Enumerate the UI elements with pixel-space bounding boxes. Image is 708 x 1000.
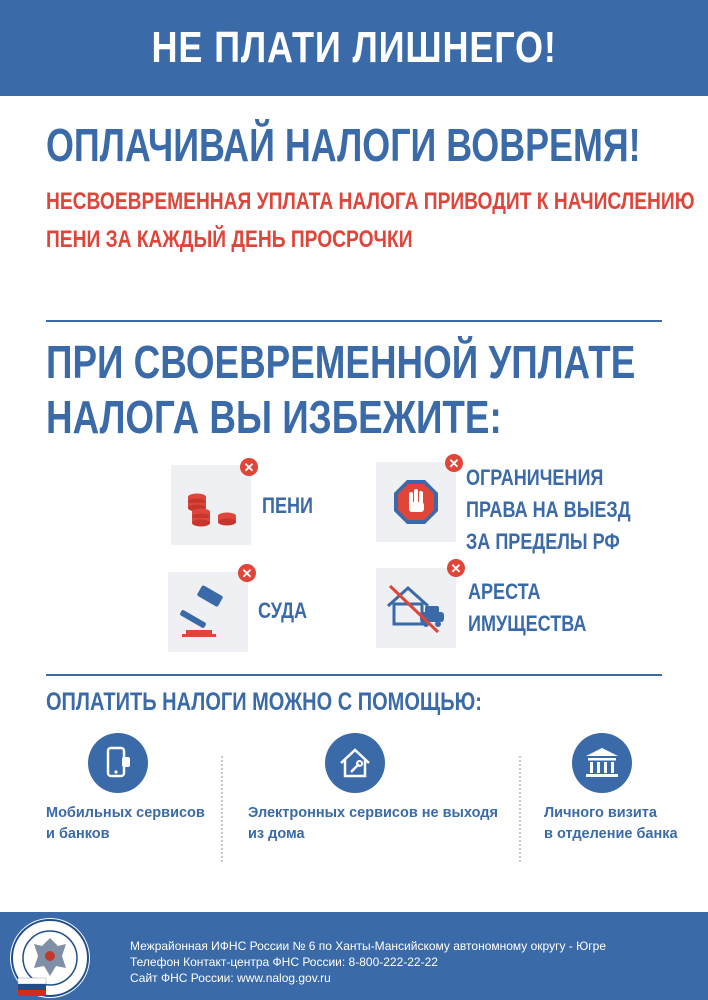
warning-line-1: НЕСВОЕВРЕМЕННАЯ УПЛАТА НАЛОГА ПРИВОДИТ К НАЧИСЛЕНИЮ xyxy=(46,188,695,215)
method-line: Электронных сервисов не выходя xyxy=(248,805,498,821)
coins-icon xyxy=(171,465,251,545)
payment-methods-title: ОПЛАТИТЬ НАЛОГИ МОЖНО С ПОМОЩЬЮ: xyxy=(46,688,482,716)
method-line: Личного визита xyxy=(544,805,657,821)
method-line: из дома xyxy=(248,826,305,842)
avoid-label-property-arrest xyxy=(468,576,586,640)
avoid-label-travel-restriction xyxy=(466,462,631,558)
x-badge-icon: ✕ xyxy=(240,458,258,476)
x-badge-icon: ✕ xyxy=(238,564,256,582)
footer-info xyxy=(130,938,606,986)
x-badge-icon: ✕ xyxy=(445,454,463,472)
label-line: ОГРАНИЧЕНИЯ xyxy=(466,465,604,490)
gavel-icon xyxy=(168,572,248,652)
stop-hand-tile xyxy=(376,462,456,542)
property-tile xyxy=(376,568,456,648)
home-icon xyxy=(325,733,385,793)
top-banner xyxy=(0,0,708,96)
method-line: Мобильных сервисов xyxy=(46,805,205,821)
method-line: в отделение банка xyxy=(544,826,678,842)
avoid-title-line-1: ПРИ СВОЕВРЕМЕННОЙ УПЛАТЕ xyxy=(46,336,636,388)
crossed-property-icon xyxy=(376,568,456,648)
bank-circle xyxy=(572,733,632,793)
method-bank-visit xyxy=(544,803,678,845)
warning-line-2: ПЕНИ ЗА КАЖДЫЙ ДЕНЬ ПРОСРОЧКИ xyxy=(46,226,413,253)
headline: ОПЛАЧИВАЙ НАЛОГИ ВОВРЕМЯ! xyxy=(46,119,641,171)
avoid-label-penalty: ПЕНИ xyxy=(262,493,313,518)
gavel-tile xyxy=(168,572,248,652)
label-line: ЗА ПРЕДЕЛЫ РФ xyxy=(466,529,620,554)
method-mobile xyxy=(46,803,205,845)
coins-tile xyxy=(171,465,251,545)
method-online xyxy=(248,803,498,845)
footer-line-phone: Телефон Контакт-центра ФНС России: 8-800-222-22-22 xyxy=(130,955,438,969)
footer-line-office: Межрайонная ИФНС России № 6 по Ханты-Мансийскому автономному округу - Югре xyxy=(130,939,606,953)
banner-title: НЕ ПЛАТИ ЛИШНЕГО! xyxy=(151,23,557,72)
method-line: и банков xyxy=(46,826,110,842)
divider-bottom xyxy=(46,674,662,676)
stop-hand-icon xyxy=(376,462,456,542)
avoid-label-court: СУДА xyxy=(258,598,307,623)
dotted-separator xyxy=(221,756,223,862)
avoid-title-line-2: НАЛОГА ВЫ ИЗБЕЖИТЕ: xyxy=(46,391,502,443)
home-circle xyxy=(325,733,385,793)
label-line: ПРАВА НА ВЫЕЗД xyxy=(466,497,631,522)
footer-line-site: Сайт ФНС России: www.nalog.gov.ru xyxy=(130,971,331,985)
bank-icon xyxy=(572,733,632,793)
label-line: АРЕСТА xyxy=(468,579,541,604)
mobile-circle xyxy=(88,733,148,793)
fns-seal-icon xyxy=(8,916,92,1000)
x-badge-icon: ✕ xyxy=(447,559,465,577)
mobile-icon xyxy=(88,733,148,793)
divider-top xyxy=(46,320,662,322)
label-line: ИМУЩЕСТВА xyxy=(468,611,587,636)
dotted-separator xyxy=(519,756,521,862)
